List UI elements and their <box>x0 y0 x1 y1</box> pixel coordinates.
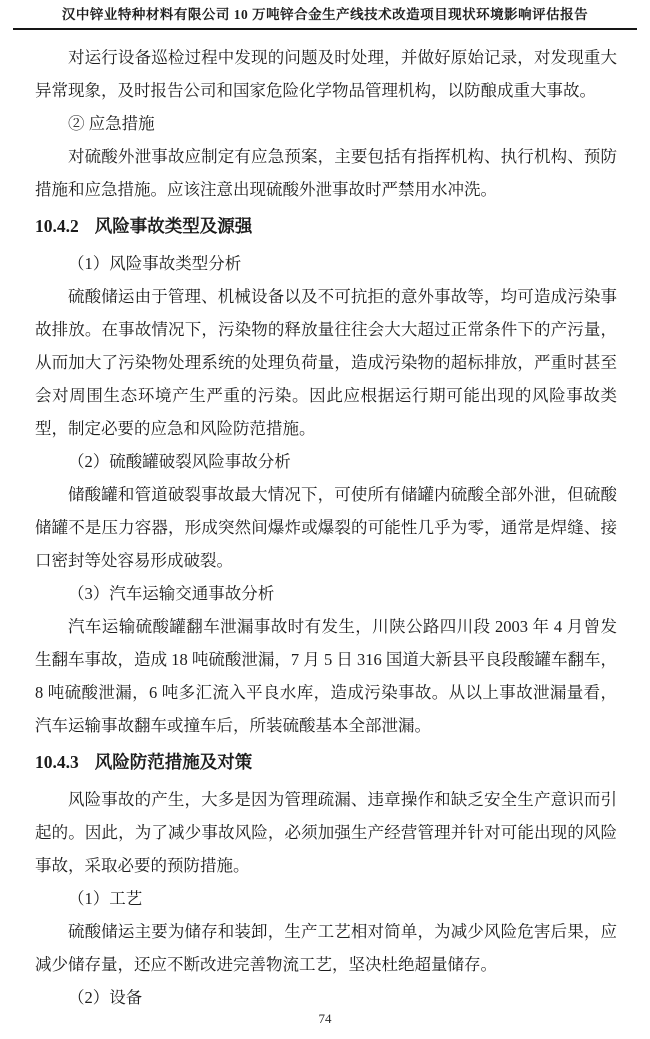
list-item-emergency-measures: ② 应急措施 <box>68 114 155 133</box>
section-heading-10-4-3 <box>35 746 617 779</box>
document-body <box>0 30 650 1014</box>
subheading-transport-accident-analysis: （3）汽车运输交通事故分析 <box>68 584 275 603</box>
section-title: 风险防范措施及对策 <box>94 752 253 772</box>
running-header-title: 汉中锌业特种材料有限公司 10 万吨锌合金生产线技术改造项目现状环境影响评估报告 <box>61 7 589 22</box>
paragraph-risk-prevention-intro: 风险事故的产生，大多是因为管理疏漏、违章操作和缺乏安全生产意识而引起的。因此，为了减少事故风险，必须加强生产经营管理并针对可能出现的风险事故，采取必要的预防措施。 <box>35 790 617 875</box>
paragraph-transport-accident-analysis: 汽车运输硫酸罐翻车泄漏事故时有发生，川陕公路四川段 2003 年 4 月曾发生翻车事故，造成 18 吨硫酸泄漏，7 月 5 日 316 国道大新县平良段酸罐车翻车，8 吨硫酸泄漏，6 吨多汇流入平良水库，造成污染事故。从以上事故泄漏量看，汽车运输事故翻车或撞车后，所装硫酸基本全部泄漏。 <box>35 617 617 735</box>
page-number: 74 <box>318 1011 332 1026</box>
paragraph-tank-rupture-analysis: 储酸罐和管道破裂事故最大情况下，可使所有储罐内硫酸全部外泄，但硫酸储罐不是压力容器，形成突然间爆炸或爆裂的可能性几乎为零，通常是焊缝、接口密封等处容易形成破裂。 <box>35 485 617 570</box>
paragraph-process: 硫酸储运主要为储存和装卸，生产工艺相对简单，为减少风险危害后果，应减少储存量，还应不断改进完善物流工艺，坚决杜绝超量储存。 <box>35 922 617 974</box>
paragraph-emergency-plan: 对硫酸外泄事故应制定有应急预案，主要包括有指挥机构、执行机构、预防措施和应急措施。应该注意出现硫酸外泄事故时严禁用水冲洗。 <box>35 147 617 199</box>
paragraph-risk-type-analysis: 硫酸储运由于管理、机械设备以及不可抗拒的意外事故等，均可造成污染事故排放。在事故情况下，污染物的释放量往往会大大超过正常条件下的产污量，从而加大了污染物处理系统的处理负荷量，造成污染物的超标排放，严重时甚至会对周围生态环境产生严重的污染。因此应根据运行期可能出现的风险事故类型，制定必要的应急和风险防范措施。 <box>35 287 617 438</box>
section-number: 10.4.3 <box>35 752 79 772</box>
section-heading-10-4-2 <box>35 210 617 243</box>
paragraph-inspection-handling: 对运行设备巡检过程中发现的问题及时处理，并做好原始记录，对发现重大异常现象，及时报告公司和国家危险化学物品管理机构，以防酿成重大事故。 <box>35 48 617 100</box>
subheading-equipment: （2）设备 <box>68 988 143 1007</box>
subheading-process: （1）工艺 <box>68 889 143 908</box>
subheading-risk-type-analysis: （1）风险事故类型分析 <box>68 254 242 273</box>
section-number: 10.4.2 <box>35 216 79 236</box>
running-header <box>0 0 650 23</box>
subheading-tank-rupture-analysis: （2）硫酸罐破裂风险事故分析 <box>68 452 291 471</box>
section-title: 风险事故类型及源强 <box>94 216 253 236</box>
